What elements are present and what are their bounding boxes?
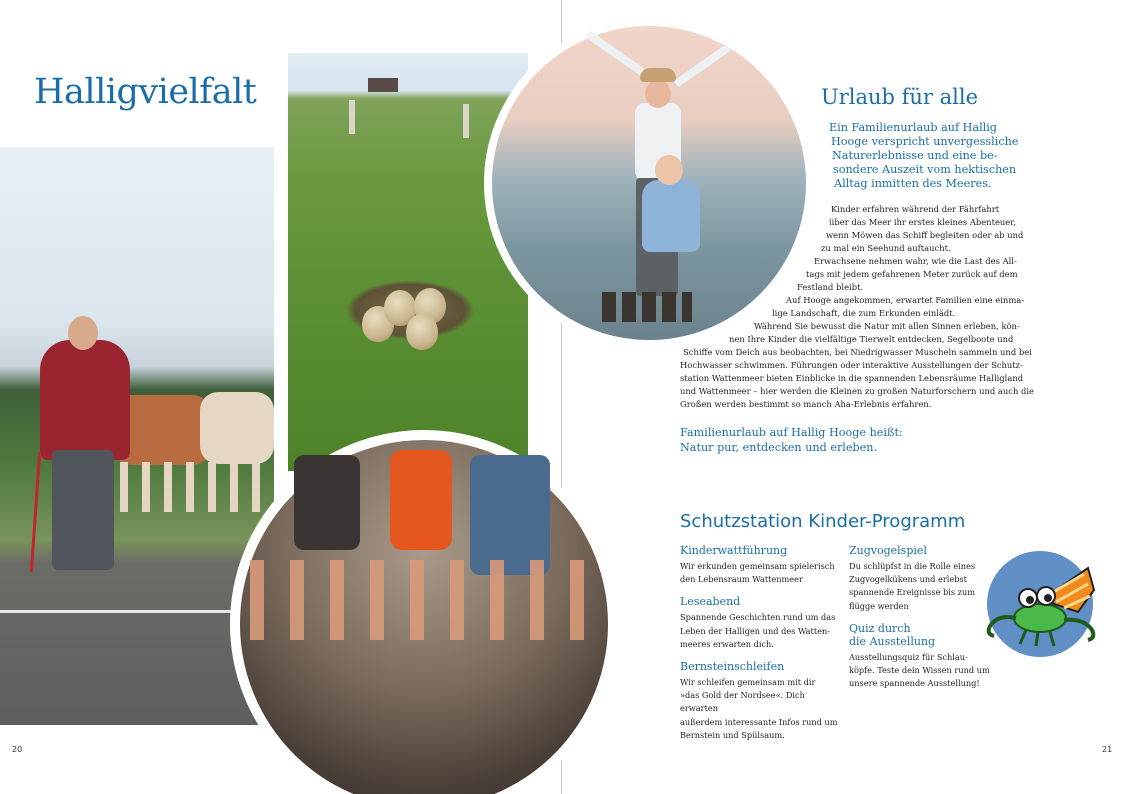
tagline-line: Natur pur, entdecken und erleben. [680, 441, 878, 454]
body-line: Hochwasser schwimmen. Führungen oder interaktive Ausstellungen der Schutz- [680, 360, 1023, 370]
body-line: Während Sie bewusst die Natur mit allen Sinnen erleben, kön- [754, 321, 1020, 331]
program-item-text: Wir erkunden gemeinsam spielerisch den Lebensraum Wattenmeer [680, 561, 835, 585]
program-item-title: Kinderwattführung [680, 544, 788, 557]
body-line: lige Landschaft, die zum Erkunden einlädt. [772, 308, 956, 318]
body-line: über das Meer ihr erstes kleines Abenteuer, [829, 217, 1016, 227]
lead-line: sondere Auszeit vom hektischen [833, 163, 1017, 176]
lead-line: Hooge verspricht unvergessliche [831, 135, 1019, 148]
program-heading: Schutzstation Kinder-Programm [680, 511, 966, 532]
cow-legs-shape [120, 462, 270, 512]
page-number-left: 20 [12, 745, 23, 754]
tagline-line: Familienurlaub auf Hallig Hooge heißt: [680, 426, 903, 439]
boy-head [645, 80, 671, 108]
body-line: zu mal ein Seehund auftaucht. [821, 243, 951, 253]
body-line: Auf Hooge angekommen, erwartet Familien eine einma- [786, 295, 1025, 305]
body-line: station Wattenmeer bieten Einblicke in die spannenden Lebensräume Halligland [680, 373, 1024, 383]
body-line: und Wattenmeer – hier werden die Kleinen zu großen Naturforschern und auch die [680, 386, 1035, 396]
program-item [680, 544, 840, 586]
program-item-title: Zugvogelspiel [849, 544, 927, 557]
cow-shape [200, 392, 274, 464]
girl-head [655, 155, 683, 185]
farmer-head [68, 316, 98, 350]
child-figure [390, 450, 452, 550]
body-line: wenn Möwen das Schiff begleiten oder ab und [826, 230, 1024, 240]
page-number-right: 21 [1102, 745, 1113, 754]
farmer-figure [40, 340, 130, 460]
fence-post [463, 104, 469, 138]
program-item-text: Wir schleifen gemeinsam mit dir »das Gold der Nordsee«. Dich erwarten außerdem interessante Infos rund um Bernstein und Spülsaum. [680, 677, 838, 740]
body-line: Schiffe vom Deich aus beobachten, bei Niedrigwasser Muscheln sammeln und bei [683, 347, 1032, 357]
girl-figure [642, 180, 700, 252]
groyne-posts [602, 292, 692, 322]
body-line: tags mit jedem gefahrenen Meter zurück auf dem [806, 269, 1018, 279]
body-line: Festland bleibt. [797, 282, 864, 292]
lead-line: Ein Familienurlaub auf Hallig [829, 121, 997, 134]
child-figure [294, 455, 360, 550]
body-line: Großen werden bestimmt so manch Aha-Erlebnis erfahren. [680, 399, 932, 409]
urlaub-tagline [680, 425, 903, 455]
body-line: nen Ihre Kinder die vielfältige Tierwelt entdecken, Segelboote und [729, 334, 1014, 344]
program-item [680, 660, 840, 742]
bird-egg [406, 314, 438, 350]
lead-line: Alltag inmitten des Meeres. [834, 177, 992, 190]
body-line: Kinder erfahren während der Fährfahrt [831, 204, 1000, 214]
program-item-title: Quiz durch die Ausstellung [849, 621, 936, 648]
program-item [680, 595, 840, 651]
spread-title: Halligvielfalt [34, 72, 257, 112]
farmer-legs [52, 450, 114, 570]
program-column-left [680, 544, 840, 751]
program-item-text: Ausstellungsquiz für Schlau- köpfe. Teste dein Wissen rund um unsere spannende Ausstellung! [849, 651, 990, 689]
urlaub-heading: Urlaub für alle [821, 85, 979, 109]
adult-figure [470, 455, 550, 575]
hermit-crab-mascot-icon [980, 560, 1102, 652]
urlaub-lead [829, 121, 1019, 191]
fence-post [349, 100, 355, 134]
body-line: Erwachsene nehmen wahr, wie die Last des All- [814, 256, 1017, 266]
program-item-text: Du schlüpfst in die Rolle eines Zugvogelkükens und erlebst spannende Ereignisse bis zum flügge werden [849, 561, 976, 611]
program-item-text: Spannende Geschichten rund um das Leben der Halligen und des Watten- meeres erwarten dich. [680, 612, 836, 649]
lead-line: Naturerlebnisse und eine be- [832, 149, 998, 162]
program-item-title: Bernsteinschleifen [680, 660, 785, 674]
boy-hat [640, 68, 676, 82]
farmhouse-shape [368, 78, 398, 92]
meadow-nest-photo [288, 53, 528, 471]
program-item-title: Leseabend [680, 595, 741, 609]
bare-legs-row [250, 560, 590, 640]
